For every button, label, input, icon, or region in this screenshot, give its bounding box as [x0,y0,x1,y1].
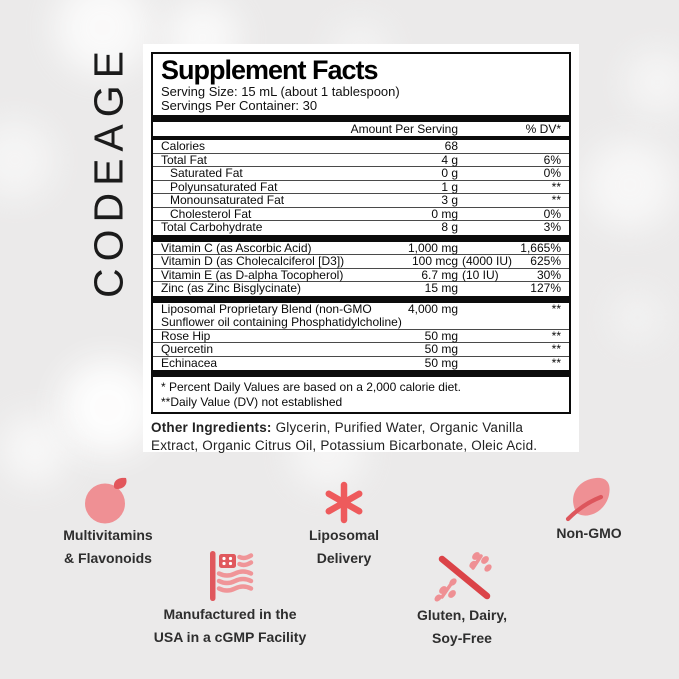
nutrient-amount: 8 g [441,220,458,234]
other-ingredients [143,419,571,454]
badge-caption-line: Manufactured in the [163,606,297,622]
facts-row [153,242,569,256]
brand-logo: CODEAGE [85,43,132,299]
facts-row [153,194,569,208]
facts-row [153,154,569,168]
nutrient-dv: ** [551,193,561,207]
nutrient-name: Vitamin D (as Cholecalciferol [D3]) [161,254,345,268]
nutrient-name: Quercetin [161,342,214,356]
crossed-wheat-dairy-icon [382,548,542,604]
nutrient-name: Liposomal Proprietary Blend (non-GMO [161,301,372,316]
facts-row [153,255,569,269]
bokeh-blob [60,360,155,455]
nutrient-amount: 0 mg [431,206,458,221]
nutrient-amount: 4,000 mg [407,301,458,316]
nutrient-amount: 68 [444,139,458,153]
bokeh-blob [0,415,70,485]
nutrient-name: Vitamin C (as Ascorbic Acid) [161,240,312,255]
badge-caption-line: Soy-Free [432,629,492,646]
facts-row [153,357,569,371]
nutrient-amount: 50 mg [424,328,458,343]
badge-caption-line: Delivery [316,549,372,566]
badge-caption-line: USA in a cGMP Facility [153,628,307,645]
facts-row [153,330,569,344]
nutrient-dv: 0% [543,166,561,180]
serving-size: Serving Size: 15 mL (about 1 tablespoon) [161,84,400,99]
servings-per-container: Servings Per Container: 30 [161,98,318,113]
footnote-dv: * Percent Daily Values are based on a 2,000 calorie diet. [161,380,461,394]
nutrient-dv: ** [551,328,561,343]
usa-flag-icon [145,549,315,603]
nutrient-name: Zinc (as Zinc Bisglycinate) [161,281,302,295]
nutrient-name: Echinacea [161,355,218,370]
nutrient-name: Calories [161,139,206,153]
nutrient-dv: 127% [530,281,561,295]
dv-header: % DV* [525,122,561,136]
nutrient-dv: 625% [530,254,561,268]
bokeh-blob [610,290,665,345]
supplement-facts-box [151,52,571,414]
asterisk-icon [274,481,414,524]
nutrient-amount-note: (10 IU) [462,267,499,282]
facts-row [153,167,569,181]
nutrient-amount: 50 mg [424,342,458,356]
badge-non-gmo [519,474,659,545]
facts-row [153,181,569,195]
badge-caption-line: & Flavonoids [64,549,152,566]
badge-caption-line: Gluten, Dairy, [417,607,507,623]
nutrient-dv: ** [551,355,561,370]
nutrient-name: Total Fat [161,152,208,167]
nutrient-name: Vitamin E (as D-alpha Tocopherol) [161,267,344,282]
nutrient-amount: 4 g [441,152,458,167]
nutrient-dv: 30% [536,267,561,282]
nutrient-amount: 100 mcg [411,254,458,268]
apple-icon [28,477,188,524]
facts-row [153,221,569,235]
nutrient-name: Monounsaturated Fat [170,193,285,207]
badge-caption-line: Liposomal [308,527,379,543]
bokeh-blob [585,140,675,230]
divider-bar [153,370,569,377]
nutrient-amount: 15 mg [424,281,458,295]
nutrient-dv: 0% [543,206,561,221]
nutrient-amount: 6.7 mg [421,267,458,282]
badge-caption-line: Multivitamins [63,527,153,543]
badge-gluten-dairy-soy-free [382,548,542,649]
badge-usa-cgmp [145,549,315,648]
nutrient-dv: 1,665% [520,240,561,255]
nutrient-name: Total Carbohydrate [161,220,263,234]
facts-header-row [153,122,569,136]
facts-row [153,140,569,154]
badge-caption-line: Non-GMO [556,525,622,541]
nutrient-dv: ** [551,342,561,356]
other-ingredients-text: Glycerin, Purified Water, Organic Vanilla Extract, Organic Citrus Oil, Potassium Bicarbonate, Oleic Acid. [151,420,538,453]
nutrient-dv: ** [551,179,561,194]
divider-bar [153,115,569,122]
facts-row [153,269,569,283]
other-ingredients-label: Other Ingredients: [151,420,272,435]
facts-row [153,343,569,357]
footnote-not-established: **Daily Value (DV) not established [161,394,343,409]
bokeh-blob [0,120,55,200]
nutrient-amount: 0 g [441,166,458,180]
nutrient-name: Saturated Fat [170,166,243,180]
facts-rows [153,140,569,377]
nutrient-name: Cholesterol Fat [170,206,252,221]
nutrient-amount: 50 mg [424,355,458,370]
facts-row [153,303,569,330]
nutrient-amount-note: (4000 IU) [462,254,513,268]
facts-title: Supplement Facts [161,55,378,85]
nutrient-dv: 6% [543,152,561,167]
nutrient-dv: 3% [543,220,561,234]
nutrient-amount: 1,000 mg [407,240,458,255]
supplement-facts-panel [143,44,579,452]
nutrient-dv: ** [551,301,561,316]
nutrient-name: Rose Hip [161,328,211,343]
amount-header: Amount Per Serving [350,122,458,136]
bokeh-blob [625,50,679,115]
nutrient-amount: 1 g [441,179,458,194]
facts-row [153,282,569,296]
leaf-icon [519,474,659,522]
facts-row [153,208,569,222]
nutrient-name-line2: Sunflower oil containing Phosphatidylcholine) [161,315,402,329]
nutrient-amount: 3 g [441,193,458,207]
nutrient-name: Polyunsaturated Fat [170,179,278,194]
